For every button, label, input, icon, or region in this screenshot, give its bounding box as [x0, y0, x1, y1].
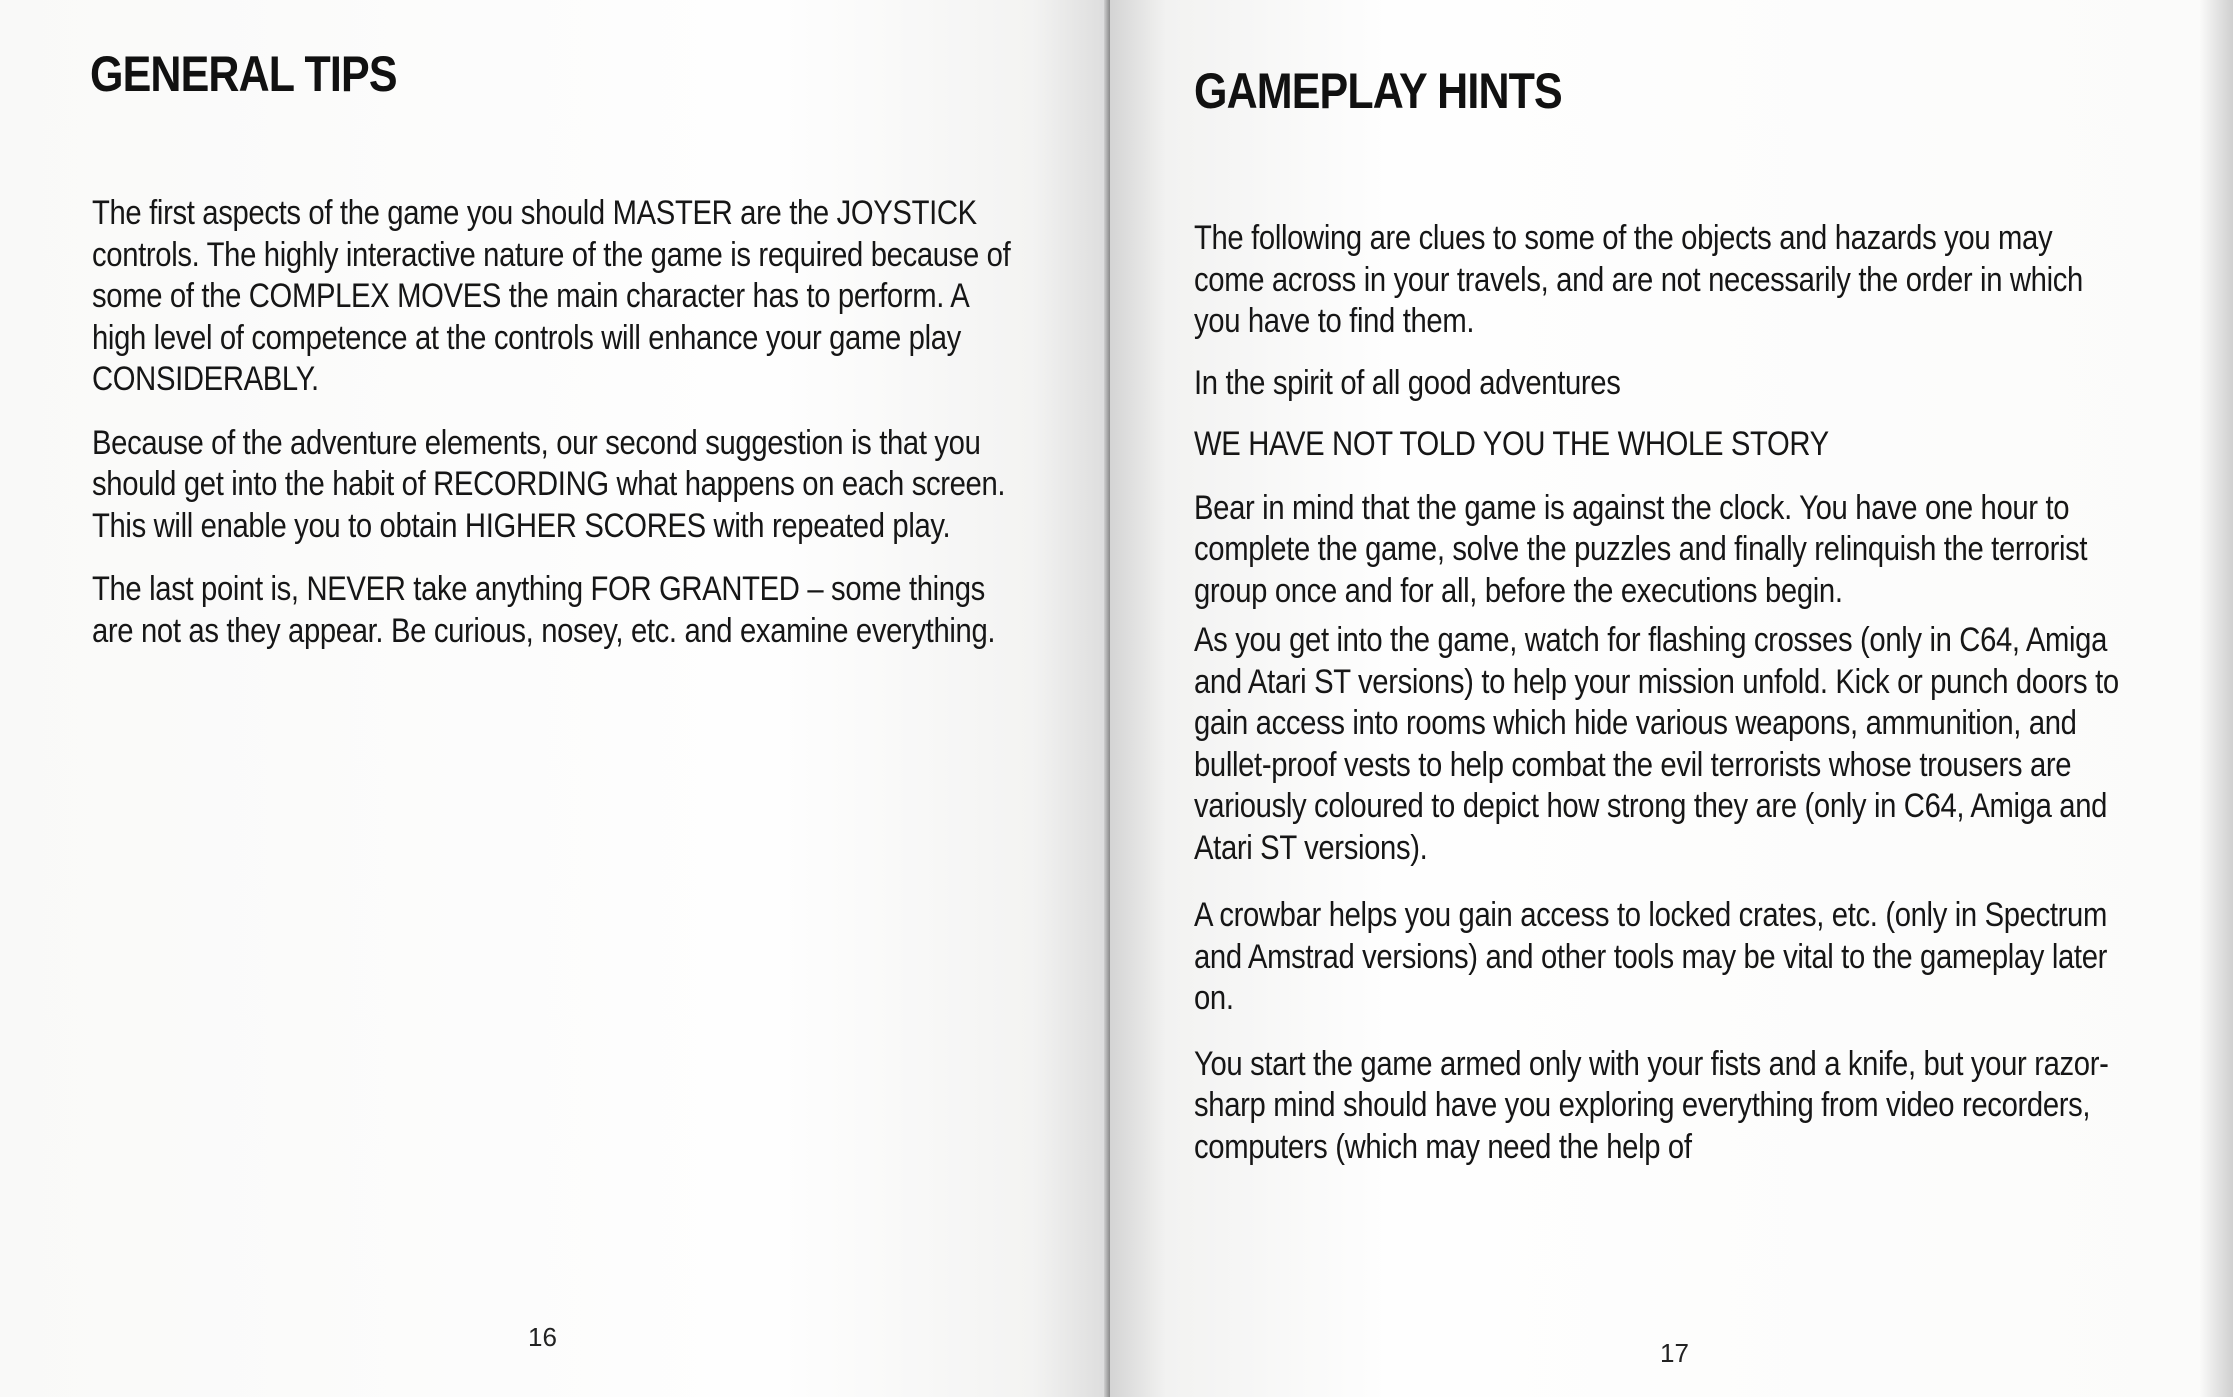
paragraph: A crowbar helps you gain access to locked crates, etc. (only in Spectrum and Amstrad versions) and other tools may be vital to the gameplay later on. — [1194, 896, 2108, 1017]
paragraph: You start the game armed only with your fists and a knife, but your razor-sharp mind should have you exploring everything from video recorders, computers (which may need the help of — [1194, 1044, 2109, 1166]
paragraph: Bear in mind that the game is against the clock. You have one hour to complete the game, solve the puzzles and finally relinquish the terrorist group once and for all, before the executions begin. — [1194, 488, 2088, 610]
paragraph: WE HAVE NOT TOLD YOU THE WHOLE STORY — [1194, 425, 1829, 463]
page-number: 17 — [1660, 1338, 1689, 1368]
paragraph: The last point is, NEVER take anything FOR GRANTED – some things are not as they appear. Be curious, nosey, etc. and examine everything. — [92, 570, 996, 650]
body-text — [1194, 218, 2129, 1190]
paragraph: Because of the adventure elements, our second suggestion is that you should get into the habit of RECORDING what happens on each screen. This will enable you to obtain HIGHER SCORES with repeated play. — [92, 423, 1006, 545]
bleed-through-shadow — [380, 40, 1020, 80]
page-heading: GENERAL TIPS — [90, 46, 397, 102]
body-text — [92, 193, 1017, 674]
paragraph: As you get into the game, watch for flashing crosses (only in C64, Amiga and Atari ST versions) to help your mission unfold. Kick or punch doors to gain access into rooms which hide various weapons, ammunition, and bullet-proof vests to help combat the evil terrorists whose trousers are variously coloured to depict how strong they are (only in C64, Amiga and Atari ST versions). — [1194, 621, 2119, 867]
right-page — [1110, 0, 2233, 1397]
left-page — [0, 0, 1110, 1397]
page-heading: GAMEPLAY HINTS — [1194, 63, 1562, 119]
paragraph: The first aspects of the game you should MASTER are the JOYSTICK controls. The highly interactive nature of the game is required because of some of the COMPLEX MOVES the main character has to perform. A high level of competence at the controls will enhance your game play CONSIDERABLY. — [92, 194, 1011, 398]
page-number: 16 — [528, 1322, 557, 1352]
paragraph: The following are clues to some of the objects and hazards you may come across in your travels, and are not necessarily the order in which you have to find them. — [1194, 219, 2083, 340]
paragraph: In the spirit of all good adventures — [1194, 363, 1621, 402]
